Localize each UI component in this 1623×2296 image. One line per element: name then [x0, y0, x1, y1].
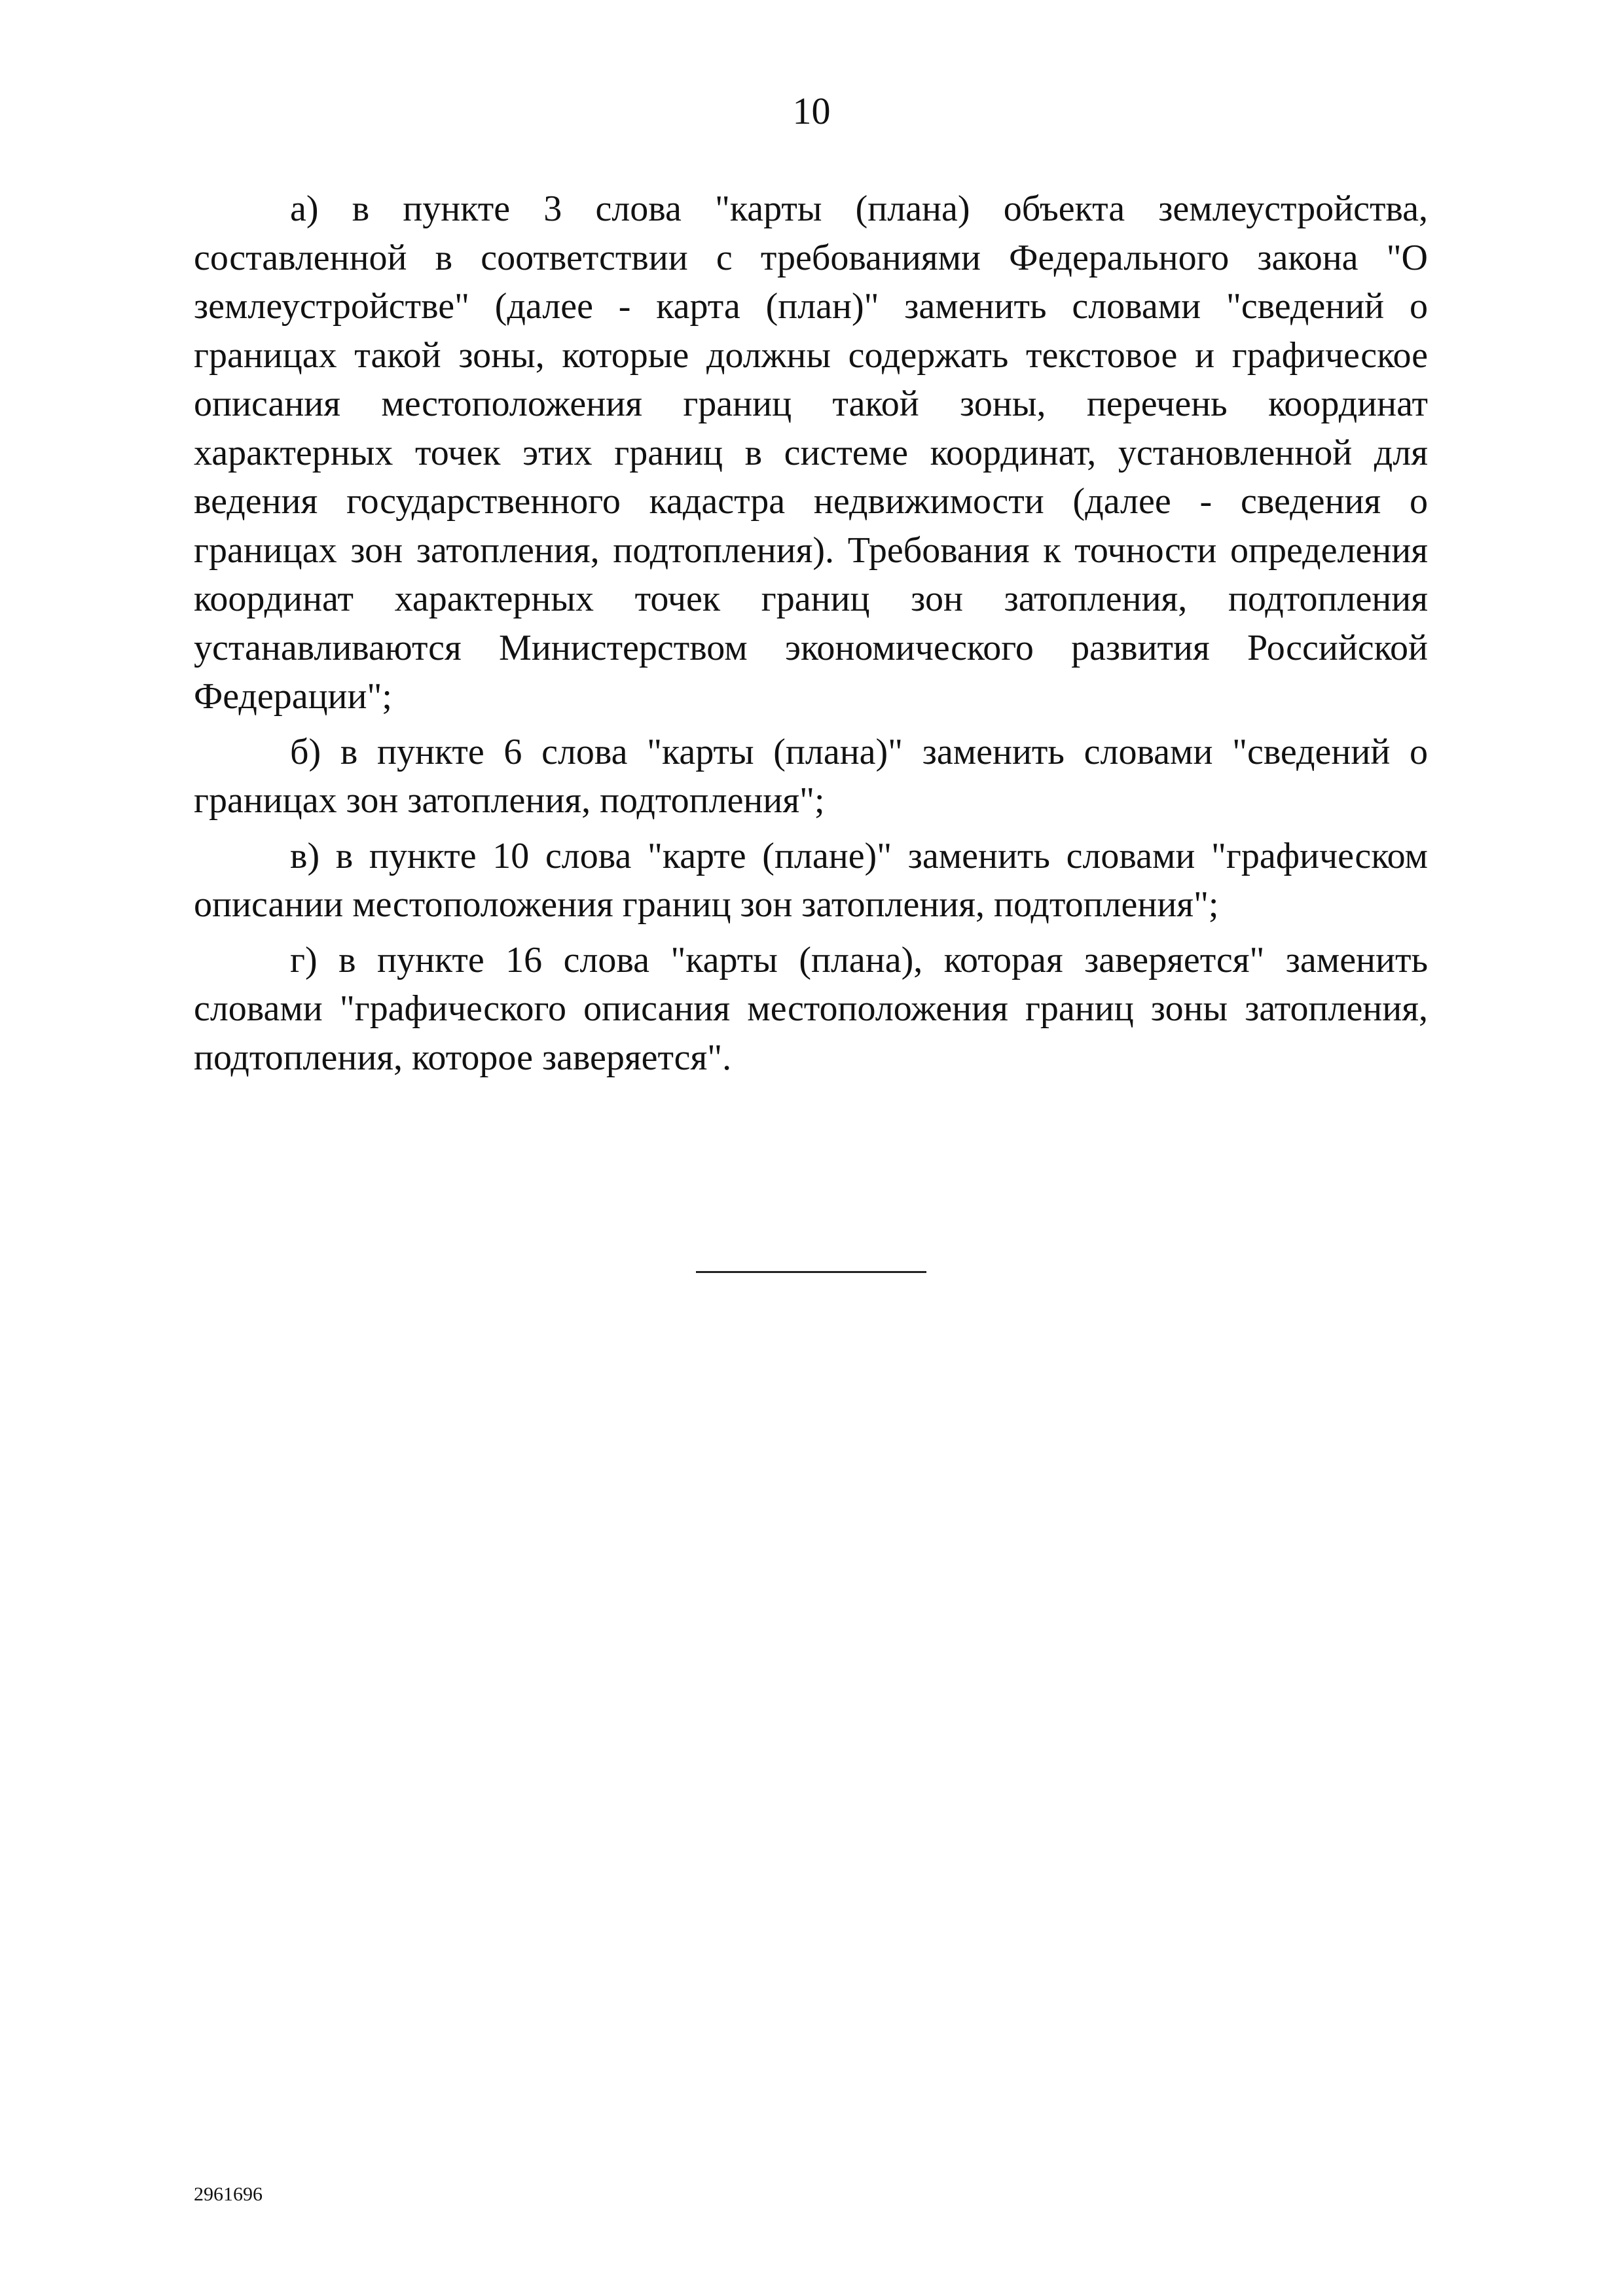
page-number: 10	[792, 90, 831, 132]
end-of-text-divider	[696, 1271, 926, 1273]
paragraph-b: б) в пункте 6 слова "карты (плана)" заменить словами "сведений о границах зон затопления, подтопления";	[194, 731, 1428, 821]
paragraph-g: г) в пункте 16 слова "карты (плана), которая заверяется" заменить словами "графического описания местоположения границ зоны затопления, подтопления, которое заверяется".	[194, 939, 1428, 1078]
paragraph-a: а) в пункте 3 слова "карты (плана) объекта землеустройства, составленной в соответствии с требованиями Федерального закона "О землеустройстве" (далее - карта (план)" заменить словами "сведений о границах такой зоны, которые должны содержать текстовое и графическое описания местоположения границ такой зоны, перечень координат характерных точек этих границ в системе координат, установленной для ведения государственного кадастра недвижимости (далее - сведения о границах зон затопления, подтопления). Требования к точности определения координат характерных точек границ зон затопления, подтопления устанавливаются Министерством экономического развития Российской Федерации";	[194, 188, 1428, 717]
document-code: 2961696	[194, 2183, 263, 2205]
document-body	[194, 185, 1428, 1088]
paragraph-v: в) в пункте 10 слова "карте (плане)" заменить словами "графическом описании местоположения границ зон затопления, подтопления";	[194, 835, 1428, 925]
